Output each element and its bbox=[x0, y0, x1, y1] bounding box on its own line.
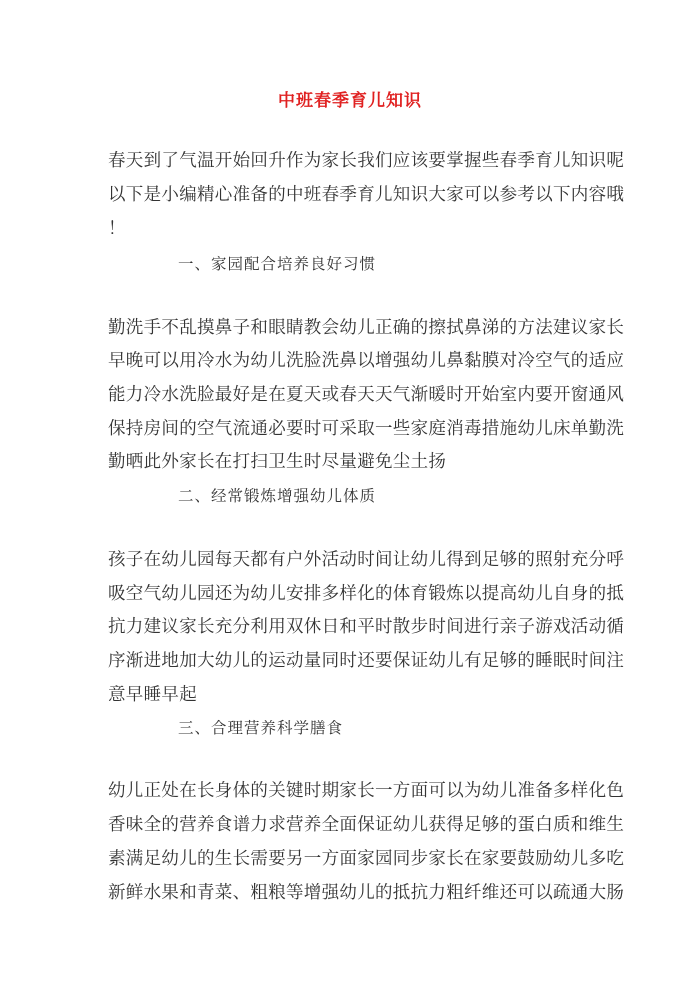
document-title: 中班春季育儿知识 bbox=[278, 91, 422, 111]
intro-line: ！ bbox=[108, 219, 126, 239]
intro-line: 以下是小编精心准备的中班春季育儿知识大家可以参考以下内容哦 bbox=[108, 185, 625, 205]
paragraph-line: 孩子在幼儿园每天都有户外活动时间让幼儿得到足够的照射充分呼 bbox=[108, 550, 625, 570]
paragraph-line: 勤洗手不乱摸鼻子和眼睛教会幼儿正确的擦拭鼻涕的方法建议家长 bbox=[108, 318, 625, 338]
section-heading: 一、家园配合培养良好习惯 bbox=[178, 255, 377, 273]
paragraph-line: 意早睡早起 bbox=[108, 685, 197, 705]
section-heading: 二、经常锻炼增强幼儿体质 bbox=[178, 487, 377, 505]
intro-line: 春天到了气温开始回升作为家长我们应该要掌握些春季育儿知识呢 bbox=[108, 151, 625, 171]
paragraph-line: 新鲜水果和青菜、粗粮等增强幼儿的抵抗力粗纤维还可以疏通大肠 bbox=[108, 883, 625, 903]
section-heading: 三、合理营养科学膳食 bbox=[178, 719, 344, 737]
paragraph-line: 勤晒此外家长在打扫卫生时尽量避免尘土扬 bbox=[108, 452, 447, 472]
paragraph-line: 香味全的营养食谱力求营养全面保证幼儿获得足够的蛋白质和维生 bbox=[108, 815, 625, 835]
paragraph-line: 素满足幼儿的生长需要另一方面家园同步家长在家要鼓励幼儿多吃 bbox=[108, 849, 625, 869]
paragraph-line: 序渐进地加大幼儿的运动量同时还要保证幼儿有足够的睡眠时间注 bbox=[108, 651, 625, 671]
paragraph-line: 能力冷水洗脸最好是在夏天或春天天气渐暖时开始室内要开窗通风 bbox=[108, 385, 625, 405]
paragraph-line: 早晚可以用冷水为幼儿洗脸洗鼻以增强幼儿鼻黏膜对冷空气的适应 bbox=[108, 351, 625, 371]
paragraph-line: 吸空气幼儿园还为幼儿安排多样化的体育锻炼以提高幼儿自身的抵 bbox=[108, 584, 625, 604]
paragraph-line: 保持房间的空气流通必要时可采取一些家庭消毒措施幼儿床单勤洗 bbox=[108, 419, 625, 439]
paragraph-line: 幼儿正处在长身体的关键时期家长一方面可以为幼儿准备多样化色 bbox=[108, 781, 625, 801]
paragraph-line: 抗力建议家长充分利用双休日和平时散步时间进行亲子游戏活动循 bbox=[108, 617, 625, 637]
